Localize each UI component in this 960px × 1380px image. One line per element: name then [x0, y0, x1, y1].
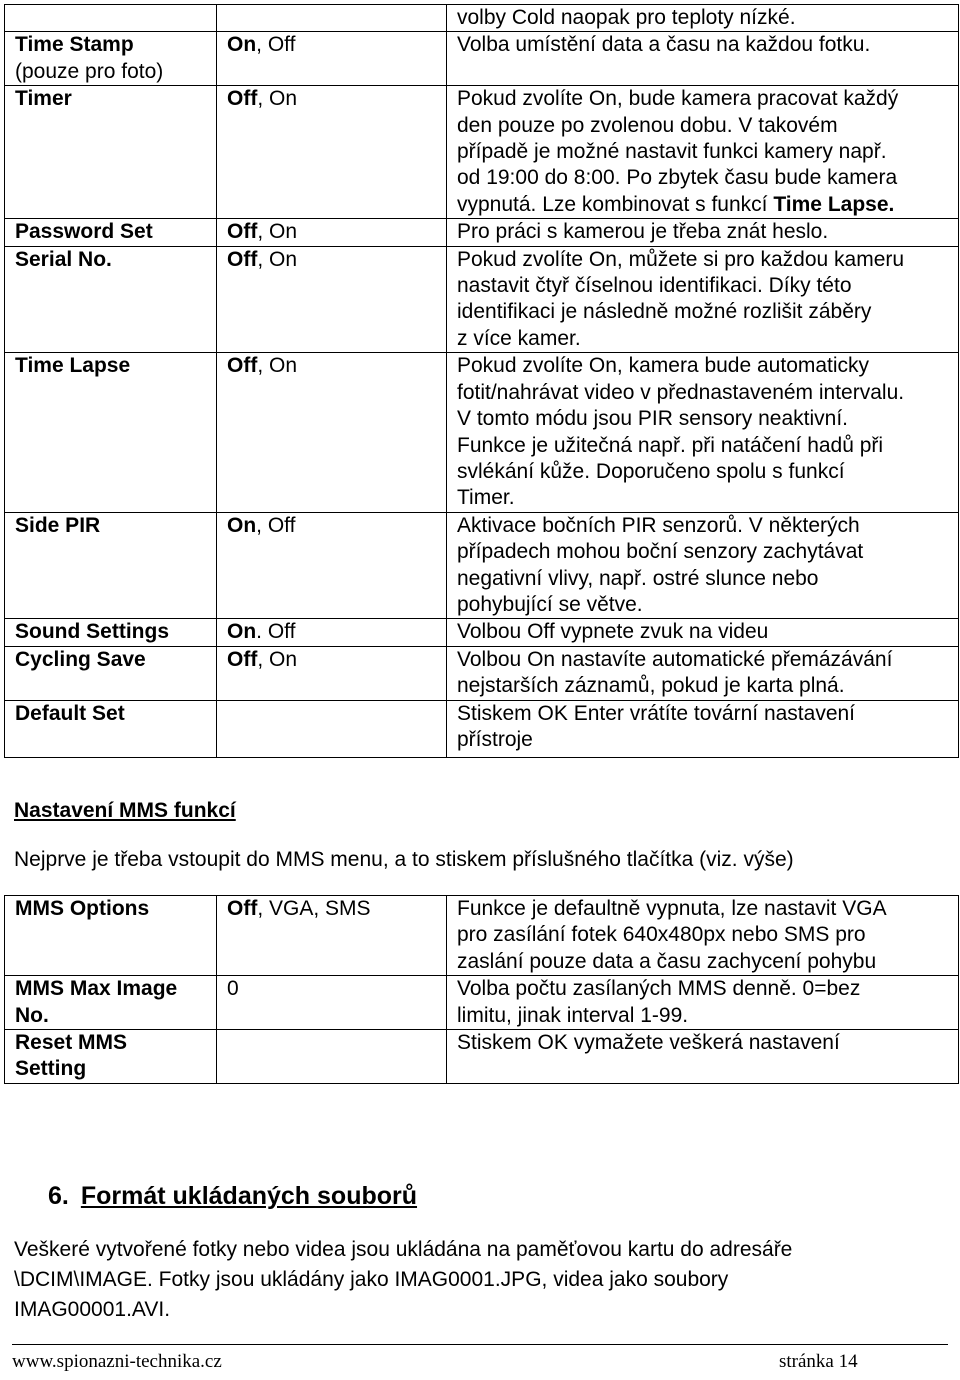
- description-line: nastavit čtyř číselnou identifikaci. Díky této: [457, 274, 852, 298]
- description-line: Funkce je užitečná např. při natáčení hadů při: [457, 433, 884, 457]
- description-cell: [447, 896, 959, 976]
- description-line: Volba umístění data a času na každou fotku.: [457, 33, 871, 57]
- setting-name-cell: [5, 86, 217, 219]
- option-default: Off: [227, 354, 258, 378]
- section-text-line: Veškeré vytvořené fotky nebo videa jsou ukládána na paměťovou kartu do adresáře: [14, 1238, 793, 1261]
- option-rest: . Off: [256, 620, 296, 644]
- description-line: den pouze po zvolenou dobu. V takovém: [457, 113, 838, 137]
- setting-name: No.: [15, 1003, 49, 1027]
- options-cell: [217, 246, 447, 353]
- mms-heading: Nastavení MMS funkcí: [14, 799, 236, 822]
- description-line: pro zasílání fotek 640x480px nebo SMS pro: [457, 923, 866, 947]
- setting-name-cell: [5, 1030, 217, 1084]
- description-line: limitu, jinak interval 1-99.: [457, 1003, 689, 1027]
- options-cell: [217, 700, 447, 757]
- section-heading: [48, 1182, 417, 1211]
- setting-name: Side PIR: [15, 513, 101, 537]
- description-line: případech mohou boční senzory zachytávat: [457, 540, 864, 564]
- table-row: [5, 246, 959, 353]
- description-line: od 19:00 do 8:00. Po zbytek času bude kamera: [457, 166, 898, 190]
- setting-name-cell: [5, 619, 217, 646]
- description-cell: [447, 219, 959, 246]
- option-rest: 0: [227, 977, 239, 1001]
- section-text-line: \DCIM\IMAGE. Fotky jsou ukládány jako IMAG0001.JPG, videa jako soubory: [14, 1268, 729, 1291]
- description-cell: [447, 976, 959, 1030]
- setting-note: (pouze pro foto): [15, 59, 164, 83]
- setting-name: Serial No.: [15, 247, 112, 271]
- description-cell: [447, 32, 959, 86]
- options-cell: [217, 646, 447, 700]
- mms-table: [4, 895, 959, 1084]
- setting-name-cell: [5, 976, 217, 1030]
- setting-name-cell: [5, 353, 217, 512]
- setting-name-cell: [5, 646, 217, 700]
- description-cell: [447, 619, 959, 646]
- description-cell: [447, 1030, 959, 1084]
- description-line: svlékání kůže. Doporučeno spolu s funkcí: [457, 459, 845, 483]
- setting-name: MMS Max Image: [15, 977, 178, 1001]
- description-line: Volbou On nastavíte automatické přemázávání: [457, 647, 893, 671]
- description-cell: [447, 86, 959, 219]
- options-cell: [217, 353, 447, 512]
- option-default: Off: [227, 897, 258, 920]
- setting-name-cell: [5, 32, 217, 86]
- section-title: Formát ukládaných souborů: [80, 1182, 418, 1210]
- setting-name: Password Set: [15, 220, 153, 244]
- description-line: Pokud zvolíte On, můžete si pro každou kameru: [457, 247, 905, 271]
- options-cell: [217, 896, 447, 976]
- option-default: Off: [227, 247, 258, 271]
- table-row: [5, 976, 959, 1030]
- options-cell: [217, 976, 447, 1030]
- description-line: Volbou Off vypnete zvuk na videu: [457, 620, 769, 644]
- setting-name-cell: [5, 896, 217, 976]
- description-line: Pokud zvolíte On, bude kamera pracovat každý: [457, 87, 899, 111]
- description-line: V tomto módu jsou PIR sensory neaktivní.: [457, 407, 849, 431]
- setting-name: Time Lapse: [15, 354, 131, 378]
- options-cell: [217, 1030, 447, 1084]
- options-cell: [217, 512, 447, 619]
- setting-name-cell: [5, 512, 217, 619]
- description-cell: [447, 353, 959, 512]
- options-cell: [217, 86, 447, 219]
- description-cell: [447, 700, 959, 757]
- description-line: [457, 192, 948, 218]
- footer-page: stránka 14: [779, 1351, 858, 1372]
- description-line: Stiskem OK vymažete veškerá nastavení: [457, 1031, 840, 1055]
- description-line: identifikaci je následně možné rozlišit záběry: [457, 300, 872, 324]
- description-text: vypnutá. Lze kombinovat s funkcí: [457, 192, 774, 216]
- section-number: 6.: [48, 1182, 69, 1210]
- setting-name: Default Set: [15, 701, 125, 725]
- description-cell: [447, 5, 959, 32]
- option-default: Off: [227, 647, 258, 671]
- description-line: zaslání pouze data a času zachycení pohybu: [457, 949, 877, 973]
- description-line: z více kamer.: [457, 326, 581, 350]
- option-rest: , On: [257, 354, 298, 378]
- options-cell: [217, 619, 447, 646]
- table-row: [5, 700, 959, 757]
- section-text: [14, 1235, 792, 1325]
- option-rest: , On: [257, 220, 298, 244]
- setting-name-cell: [5, 5, 217, 32]
- settings-table: [4, 4, 959, 758]
- description-cell: [447, 512, 959, 619]
- description-line: negativní vlivy, např. ostré slunce nebo: [457, 566, 819, 590]
- option-rest: , VGA, SMS: [257, 897, 371, 920]
- description-line: fotit/nahrávat video v přednastaveném intervalu.: [457, 380, 905, 404]
- table-row: [5, 619, 959, 646]
- description-line: pohybující se větve.: [457, 592, 643, 616]
- table-row: [5, 1030, 959, 1084]
- setting-name: Setting: [15, 1057, 87, 1081]
- table-row: [5, 32, 959, 86]
- description-line: volby Cold naopak pro teploty nízké.: [457, 6, 796, 29]
- table-row: [5, 219, 959, 246]
- table-row: [5, 646, 959, 700]
- option-default: Off: [227, 220, 258, 244]
- option-default: On: [227, 33, 257, 57]
- description-line: Pokud zvolíte On, kamera bude automaticky: [457, 354, 870, 378]
- option-rest: , On: [257, 647, 298, 671]
- table-row: [5, 512, 959, 619]
- mms-intro: Nejprve je třeba vstoupit do MMS menu, a to stiskem příslušného tlačítka (viz. výše): [14, 848, 794, 871]
- options-cell: [217, 5, 447, 32]
- table-row: [5, 5, 959, 32]
- description-bold: Time Lapse.: [773, 192, 895, 216]
- description-line: případě je možné nastavit funkci kamery např.: [457, 140, 887, 164]
- setting-name: Reset MMS: [15, 1031, 128, 1055]
- option-rest: , Off: [256, 513, 296, 537]
- description-cell: [447, 246, 959, 353]
- option-default: Off: [227, 87, 258, 111]
- section-text-line: IMAG00001.AVI.: [14, 1298, 171, 1321]
- description-cell: [447, 646, 959, 700]
- setting-name-cell: [5, 219, 217, 246]
- setting-name: MMS Options: [15, 897, 150, 920]
- setting-name: Time Stamp: [15, 33, 134, 57]
- table-row: [5, 86, 959, 219]
- footer-rule: [12, 1344, 948, 1345]
- setting-name: Sound Settings: [15, 620, 169, 644]
- option-default: On: [227, 513, 257, 537]
- setting-name-cell: [5, 700, 217, 757]
- description-line: Volba počtu zasílaných MMS denně. 0=bez: [457, 977, 861, 1001]
- option-rest: , Off: [256, 33, 296, 57]
- option-rest: , On: [257, 247, 298, 271]
- footer-site: www.spionazni-technika.cz: [12, 1351, 222, 1372]
- description-line: Aktivace bočních PIR senzorů. V některých: [457, 513, 860, 537]
- setting-name-cell: [5, 246, 217, 353]
- description-line: Timer.: [457, 486, 515, 510]
- description-line: nejstarších záznamů, pokud je karta plná.: [457, 674, 845, 698]
- description-line: Pro práci s kamerou je třeba znát heslo.: [457, 220, 829, 244]
- option-default: On: [227, 620, 257, 644]
- table-row: [5, 896, 959, 976]
- option-rest: , On: [257, 87, 298, 111]
- description-line: Stiskem OK Enter vrátíte tovární nastavení: [457, 701, 856, 725]
- setting-name: Cycling Save: [15, 647, 146, 671]
- setting-name: Timer: [15, 87, 72, 111]
- options-cell: [217, 32, 447, 86]
- table-row: [5, 353, 959, 512]
- options-cell: [217, 219, 447, 246]
- description-line: přístroje: [457, 727, 533, 751]
- description-line: Funkce je defaultně vypnuta, lze nastavit VGA: [457, 897, 887, 920]
